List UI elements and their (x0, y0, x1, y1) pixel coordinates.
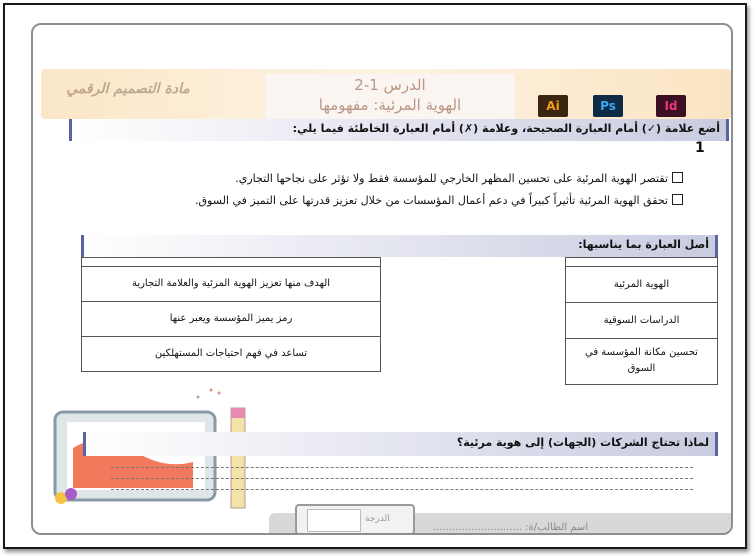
q3-question: لماذا تحتاج الشركات (الجهات) إلى هوية مرئية؟ (456, 436, 709, 449)
q1-number: 1 (695, 140, 705, 156)
match-left-3[interactable]: تساعد في فهم احتياجات المستهلكين (154, 348, 308, 359)
match-left-2[interactable]: رمز يميز المؤسسة ويعبر عنها (82, 301, 380, 337)
match-right-1[interactable]: الهوية المرئية (566, 266, 717, 303)
answer-line-2[interactable] (111, 478, 693, 479)
match-right-column (565, 257, 718, 385)
q3-question-bar (83, 432, 718, 456)
grade-field[interactable] (307, 509, 361, 532)
q1-statement-2-text: تحقق الهوية المرئية تأثيراً كبيراً في دعم أعمال المؤسسات من خلال تعزيز قدرتها على التميز في السوق. (195, 194, 668, 207)
checkbox-1[interactable] (672, 172, 683, 183)
lesson-title: الهوية المرئية: مفهومها (318, 96, 462, 114)
grade-box (295, 504, 415, 535)
q1-instruction-bar (69, 119, 729, 141)
worksheet-page (31, 23, 733, 535)
indesign-icon: Id (656, 95, 686, 117)
lesson-number: الدرس 1-2 (354, 76, 426, 94)
worksheet-frame (3, 3, 747, 549)
answer-line-1[interactable] (111, 467, 693, 468)
grade-label: الدرجة (365, 514, 390, 524)
q2-instruction-bar (81, 235, 718, 257)
student-name-field[interactable]: اسم الطالب/ة: ............................ (433, 522, 589, 533)
pencil-icon (231, 408, 245, 508)
q1-statement-1-text: تقتصر الهوية المرئية على تحسين المظهر الخارجي للمؤسسة فقط ولا تؤثر على نجاحها التجاري. (235, 172, 668, 185)
answer-line-3[interactable] (111, 489, 693, 490)
match-left-1[interactable]: الهدف منها تعزيز الهوية المرئية والعلامة التجارية (82, 266, 380, 302)
photoshop-icon: Ps (593, 95, 623, 117)
q2-instruction: أصل العبارة بما يناسبها: (578, 238, 709, 251)
match-right-2[interactable]: الدراسات السوقية (566, 302, 717, 339)
q1-instruction: أضع علامة (✓) أمام العبارة الصحيحة، وعلامة (✗) أمام العبارة الخاطئة فيما يلي: (292, 122, 720, 135)
q1-statement-2 (123, 192, 683, 209)
checkbox-2[interactable] (672, 194, 683, 205)
decor-circle-2 (65, 488, 77, 500)
q1-statement-1 (123, 170, 683, 187)
subject-title: مادة التصميم الرقمي (66, 81, 190, 97)
match-right-3[interactable]: تحسين مكانة المؤسسة في السوق (585, 347, 698, 374)
pencil-eraser (231, 408, 245, 418)
match-left-column (81, 257, 381, 372)
illustrator-icon: Ai (538, 95, 568, 117)
